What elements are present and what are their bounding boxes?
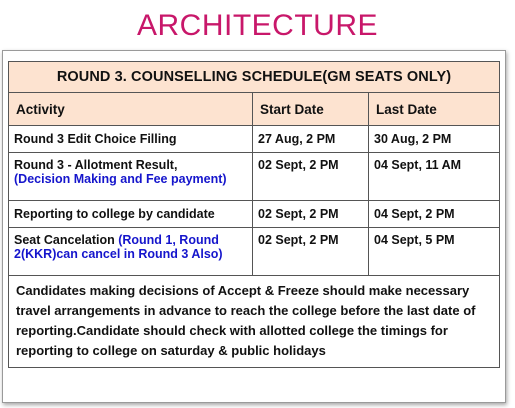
page-title: ARCHITECTURE [136,9,378,42]
header-last-date: Last Date [369,93,500,126]
activity-cell [9,228,253,276]
table-row [9,126,500,153]
activity-text: Seat Cancelation [14,233,119,247]
schedule-title: ROUND 3. COUNSELLING SCHEDULE(GM SEATS ONLY) [9,62,500,93]
activity-cell [9,126,253,153]
schedule-note: Candidates making decisions of Accept & Freeze should make necessary travel arrangements in advance to reach the college before the last date of reporting.Candidate should check with allotted college the timings for reporting to college on saturday & public holidays [9,276,500,368]
header-activity: Activity [9,93,253,126]
table-row [9,228,500,276]
last-date-cell: 04 Sept, 5 PM [369,228,500,276]
last-date-cell: 04 Sept, 2 PM [369,201,500,228]
start-date-cell: 02 Sept, 2 PM [253,228,369,276]
activity-text: Round 3 Edit Choice Filling [14,132,177,146]
start-date-cell: 02 Sept, 2 PM [253,201,369,228]
activity-note: (Decision Making and Fee payment) [14,172,227,186]
activity-note: (Round 1, Round 2(KKR)can cancel in Round 3 Also) [14,233,223,261]
table-header-row [9,93,500,126]
schedule-card [2,50,506,403]
activity-cell [9,201,253,228]
table-row [9,153,500,201]
last-date-cell: 04 Sept, 11 AM [369,153,500,201]
table-row [9,201,500,228]
activity-text: Reporting to college by candidate [14,207,215,221]
note-row [9,276,500,368]
header-start-date: Start Date [253,93,369,126]
last-date-cell: 30 Aug, 2 PM [369,126,500,153]
schedule-table [8,61,500,368]
start-date-cell: 27 Aug, 2 PM [253,126,369,153]
activity-text: Round 3 - Allotment Result, [14,158,178,172]
schedule-title-row [9,62,500,93]
activity-cell [9,153,253,201]
start-date-cell: 02 Sept, 2 PM [253,153,369,201]
